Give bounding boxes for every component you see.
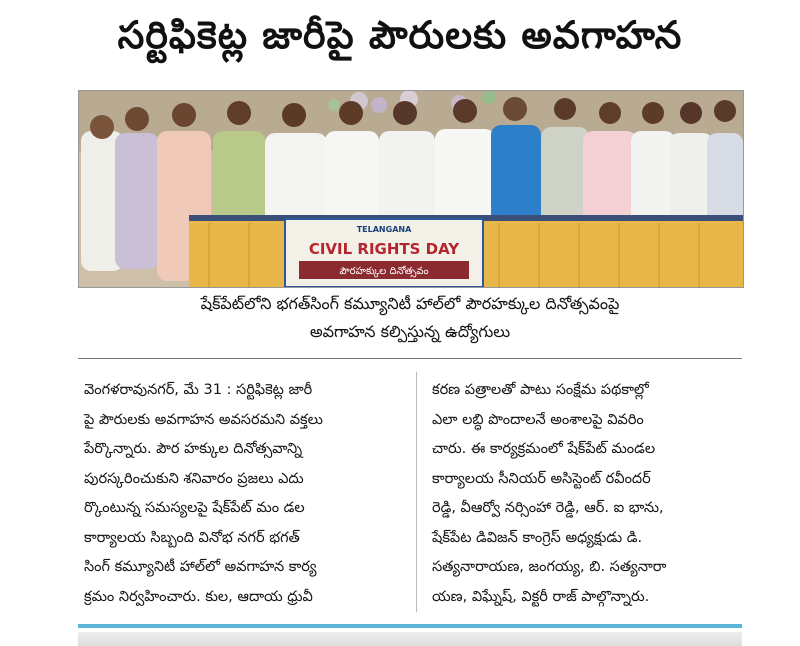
- article-line: సత్యనారాయణ, జంగయ్య, బి. సత్యనారా: [432, 559, 667, 575]
- article-line: కార్యాలయ సీనియర్ అసిస్టెంట్ రవీందర్: [432, 470, 651, 487]
- article-line: సింగ్ కమ్యూనిటీ హాల్‌లో అవగాహన కార్య: [84, 559, 317, 575]
- news-photo: [78, 90, 744, 288]
- article-line: ఎలా లబ్ధి పొందాలనే అంశాలపై వివరిం: [432, 411, 644, 428]
- article-line: కరణ పత్రాలతో పాటు సంక్షేమ పథకాల్లో: [432, 382, 649, 398]
- headline: సర్టిఫికెట్ల జారీపై పౌరులకు అవగాహన: [117, 13, 683, 57]
- article-line: పై పౌరులకు అవగాహన అవసరమని వక్తలు: [84, 411, 323, 428]
- divider-line: [78, 358, 742, 359]
- article-line: చారు. ఈ కార్యక్రమంలో షేక్‌పేట్ మండల: [432, 441, 656, 457]
- article-line: వెంగళరావునగర్, మే 31 : సర్టిఫికెట్ల జారీ: [84, 382, 313, 398]
- article-column-right: [432, 376, 750, 612]
- next-article-edge: [78, 632, 742, 646]
- article-column-left: [84, 376, 402, 612]
- article-line: యణ, విఘ్నేష్, విక్టరీ రాజ్ పాల్గొన్నారు.: [432, 588, 650, 605]
- article-line: పేర్కొన్నారు. పౌర హక్కుల దినోత్సవాన్ని: [84, 441, 303, 457]
- banner-title: CIVIL RIGHTS DAY: [308, 240, 460, 258]
- article-line: ర్కొంటున్న సమస్యలపై షేక్‌పేట్ మం డల: [84, 500, 305, 516]
- caption-line: అవగాహన కల్పిస్తున్న ఉద్యోగులు: [309, 322, 511, 341]
- banner-top: TELANGANA: [356, 225, 412, 234]
- article-line: క్రమం నిర్వహించారు. కుల, ఆదాయ ధ్రువీ: [84, 588, 313, 605]
- column-divider: [416, 372, 417, 612]
- article-line: కార్యాలయ సిబ్బంది వినోభ నగర్ భగత్: [84, 529, 300, 546]
- banner-subtitle: పౌరహక్కుల దినోత్సవం: [339, 266, 429, 277]
- photo-caption: [78, 290, 742, 346]
- article-line: రెడ్డి, వీఆర్వో నర్సింహా రెడ్డి, ఆర్. ఐ భాను,: [432, 500, 664, 516]
- caption-line: షేక్‌పేట్‌లోని భగత్‌సింగ్ కమ్యూనిటీ హాల్‌లో పౌరహక్కుల దినోత్సవంపై: [200, 294, 620, 313]
- article-line: షేక్‌పేట డివిజన్ కాంగ్రెస్ అధ్యక్షుడు డి.: [432, 529, 643, 546]
- article-line: పురస్కరించుకుని శనివారం ప్రజలు ఎదు: [84, 470, 304, 487]
- accent-rule: [78, 624, 742, 628]
